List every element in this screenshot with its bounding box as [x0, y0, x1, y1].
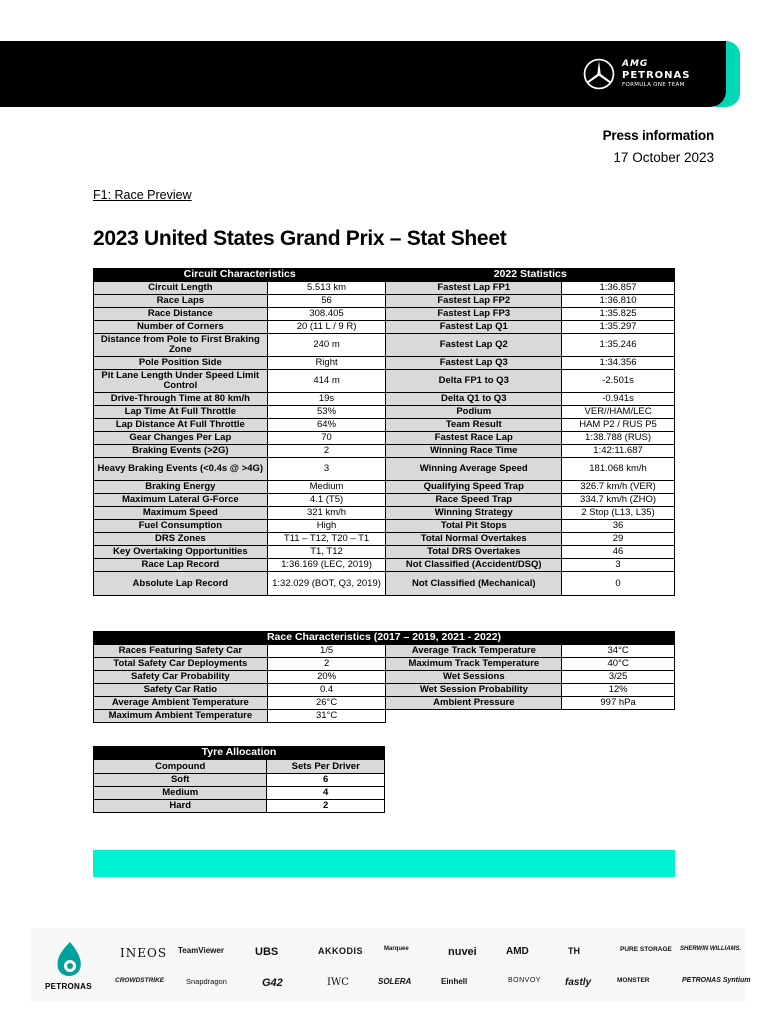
- statistic-value: -2.501s: [562, 370, 675, 393]
- race-stat-value: 31°C: [267, 710, 386, 723]
- sponsor-logo: INEOS: [120, 946, 168, 960]
- circuit-stat-label: Number of Corners: [94, 321, 268, 334]
- circuit-stat-value: 414 m: [267, 370, 386, 393]
- tyre-compound: Medium: [94, 787, 267, 800]
- table-row: [94, 406, 675, 419]
- sponsor-logo: SHERWIN WILLIAMS.: [680, 946, 742, 952]
- circuit-stat-value: 20 (11 L / 9 R): [267, 321, 386, 334]
- tyre-compound: Soft: [94, 774, 267, 787]
- statistic-label: Winning Average Speed: [386, 458, 562, 481]
- statistic-label: Fastest Lap FP3: [386, 308, 562, 321]
- teal-divider-bar: [93, 850, 675, 877]
- statistic-label: Race Speed Trap: [386, 494, 562, 507]
- circuit-stat-label: Drive-Through Time at 80 km/h: [94, 393, 268, 406]
- statistic-value: 36: [562, 520, 675, 533]
- race-stat-value: 34°C: [562, 645, 675, 658]
- statistic-label: Not Classified (Mechanical): [386, 572, 562, 596]
- statistic-value: 1:35.246: [562, 334, 675, 357]
- table-row: [94, 419, 675, 432]
- circuit-stat-label: Pit Lane Length Under Speed Limit Control: [94, 370, 268, 393]
- sponsor-logo: UBS: [255, 946, 279, 958]
- circuit-stat-label: Key Overtaking Opportunities: [94, 546, 268, 559]
- table-row: [94, 308, 675, 321]
- table-row: [94, 546, 675, 559]
- circuit-stat-value: High: [267, 520, 386, 533]
- table-row: [94, 334, 675, 357]
- statistic-label: Winning Strategy: [386, 507, 562, 520]
- race-stat-label: Average Track Temperature: [386, 645, 562, 658]
- race-characteristics-header: Race Characteristics (2017 – 2019, 2021 - 2022): [94, 632, 675, 645]
- circuit-stat-label: Braking Events (>2G): [94, 445, 268, 458]
- sponsor-logo: TeamViewer: [178, 946, 224, 955]
- statistic-value: VER//HAM/LEC: [562, 406, 675, 419]
- team-logo: [582, 56, 702, 92]
- circuit-stat-label: Fuel Consumption: [94, 520, 268, 533]
- table-row: [94, 445, 675, 458]
- circuit-stat-label: Distance from Pole to First Braking Zone: [94, 334, 268, 357]
- table-row: [94, 282, 675, 295]
- table-row: [94, 393, 675, 406]
- statistic-value: 1:42:11.687: [562, 445, 675, 458]
- race-stat-label: Total Safety Car Deployments: [94, 658, 268, 671]
- circuit-stat-value: 64%: [267, 419, 386, 432]
- circuit-characteristics-header: Circuit Characteristics: [94, 269, 386, 282]
- empty-cell: [386, 710, 675, 723]
- circuit-stat-label: Heavy Braking Events (<0.4s @ >4G): [94, 458, 268, 481]
- table-row: [94, 559, 675, 572]
- statistic-value: 1:34.356: [562, 357, 675, 370]
- statistic-label: Delta Q1 to Q3: [386, 393, 562, 406]
- sponsor-logo: fastly: [565, 977, 592, 988]
- race-stat-label: Wet Session Probability: [386, 684, 562, 697]
- circuit-stat-value: 3: [267, 458, 386, 481]
- release-date: 17 October 2023: [613, 150, 714, 165]
- table-row: [94, 494, 675, 507]
- circuit-stat-value: 4.1 (T5): [267, 494, 386, 507]
- statistic-label: Total Normal Overtakes: [386, 533, 562, 546]
- circuit-stat-label: Race Lap Record: [94, 559, 268, 572]
- table-row: [94, 481, 675, 494]
- race-stat-label: Maximum Track Temperature: [386, 658, 562, 671]
- sponsor-logo: AMD: [506, 946, 529, 957]
- sponsor-logo: AKKODIS: [318, 946, 364, 956]
- circuit-stat-label: Circuit Length: [94, 282, 268, 295]
- table-row: [94, 533, 675, 546]
- table-row: [94, 774, 385, 787]
- circuit-stat-value: 1:32.029 (BOT, Q3, 2019): [267, 572, 386, 596]
- statistic-label: Podium: [386, 406, 562, 419]
- statistic-value: 1:35.297: [562, 321, 675, 334]
- tyre-sets: 2: [267, 800, 385, 813]
- statistic-value: 2 Stop (L13, L35): [562, 507, 675, 520]
- table-row: [94, 800, 385, 813]
- circuit-stat-label: Lap Time At Full Throttle: [94, 406, 268, 419]
- race-stat-label: Average Ambient Temperature: [94, 697, 268, 710]
- race-stat-label: Races Featuring Safety Car: [94, 645, 268, 658]
- statistic-label: Team Result: [386, 419, 562, 432]
- table-row: [94, 658, 675, 671]
- circuit-stat-value: 70: [267, 432, 386, 445]
- circuit-stat-value: Right: [267, 357, 386, 370]
- table-row: [94, 432, 675, 445]
- circuit-stat-value: Medium: [267, 481, 386, 494]
- circuit-stat-value: 19s: [267, 393, 386, 406]
- compound-column-header: Compound: [94, 760, 267, 774]
- table-row: [94, 370, 675, 393]
- statistic-label: Winning Race Time: [386, 445, 562, 458]
- tyre-allocation-table: [93, 746, 385, 813]
- sponsor-logo: nuvei: [448, 946, 477, 958]
- statistic-label: Delta FP1 to Q3: [386, 370, 562, 393]
- statistic-value: 1:36.810: [562, 295, 675, 308]
- table-row: [94, 321, 675, 334]
- circuit-stat-value: 53%: [267, 406, 386, 419]
- table-row: [94, 458, 675, 481]
- circuit-stat-label: Maximum Lateral G-Force: [94, 494, 268, 507]
- logo-amg-text: AMG: [622, 58, 649, 69]
- circuit-stat-label: Pole Position Side: [94, 357, 268, 370]
- table-row: [94, 684, 675, 697]
- table-row: [94, 572, 675, 596]
- sponsor-logo: PURE STORAGE: [620, 946, 672, 953]
- mercedes-star-icon: [582, 57, 616, 91]
- sponsor-logo: Marquee: [384, 946, 409, 952]
- sponsor-logo: PETRONAS Syntium: [682, 977, 751, 984]
- statistic-value: 181.068 km/h: [562, 458, 675, 481]
- sets-column-header: Sets Per Driver: [267, 760, 385, 774]
- statistic-label: Not Classified (Accident/DSQ): [386, 559, 562, 572]
- petronas-logo-icon: [50, 940, 90, 980]
- table-row: [94, 357, 675, 370]
- statistic-value: 0: [562, 572, 675, 596]
- table-row: [94, 520, 675, 533]
- race-stat-value: 40°C: [562, 658, 675, 671]
- race-stat-label: Ambient Pressure: [386, 697, 562, 710]
- circuit-stat-label: Lap Distance At Full Throttle: [94, 419, 268, 432]
- sponsor-logo: SOLERA: [378, 977, 412, 986]
- circuit-stat-label: Braking Energy: [94, 481, 268, 494]
- circuit-stat-value: 321 km/h: [267, 507, 386, 520]
- statistic-label: Fastest Lap FP2: [386, 295, 562, 308]
- petronas-wordmark: PETRONAS: [45, 982, 92, 991]
- circuit-stat-value: 1:36.169 (LEC, 2019): [267, 559, 386, 572]
- table-row: [94, 507, 675, 520]
- logo-team-text: FORMULA ONE TEAM: [622, 81, 685, 88]
- statistic-value: 3: [562, 559, 675, 572]
- statistic-value: 1:35.825: [562, 308, 675, 321]
- statistic-value: 1:38.788 (RUS): [562, 432, 675, 445]
- race-stat-label: Wet Sessions: [386, 671, 562, 684]
- statistic-value: -0.941s: [562, 393, 675, 406]
- race-stat-value: 3/25: [562, 671, 675, 684]
- press-label: Press information: [602, 128, 714, 143]
- tyre-allocation-header: Tyre Allocation: [94, 747, 385, 760]
- tyre-sets: 4: [267, 787, 385, 800]
- sponsor-logo: MONSTER: [617, 977, 650, 984]
- statistic-value: 46: [562, 546, 675, 559]
- table-row: [94, 645, 675, 658]
- race-stat-value: 20%: [267, 671, 386, 684]
- circuit-stat-label: Absolute Lap Record: [94, 572, 268, 596]
- race-stat-value: 2: [267, 658, 386, 671]
- statistics-2022-header: 2022 Statistics: [386, 269, 675, 282]
- race-stat-label: Maximum Ambient Temperature: [94, 710, 268, 723]
- circuit-stat-label: Maximum Speed: [94, 507, 268, 520]
- race-stat-value: 997 hPa: [562, 697, 675, 710]
- table-row: [94, 710, 675, 723]
- circuit-stat-value: 308.405: [267, 308, 386, 321]
- statistic-label: Fastest Lap Q3: [386, 357, 562, 370]
- circuit-stat-label: Race Distance: [94, 308, 268, 321]
- table-row: [94, 295, 675, 308]
- circuit-stat-value: T11 – T12, T20 – T1: [267, 533, 386, 546]
- sponsor-logo: G42: [262, 977, 283, 989]
- statistic-value: 1:36.857: [562, 282, 675, 295]
- page-title: 2023 United States Grand Prix – Stat Sheet: [93, 227, 507, 250]
- table-row: [94, 787, 385, 800]
- statistic-label: Total DRS Overtakes: [386, 546, 562, 559]
- statistic-value: 326.7 km/h (VER): [562, 481, 675, 494]
- circuit-stat-value: 240 m: [267, 334, 386, 357]
- statistic-value: 29: [562, 533, 675, 546]
- circuit-stat-value: 2: [267, 445, 386, 458]
- circuit-stat-label: DRS Zones: [94, 533, 268, 546]
- race-stat-value: 1/5: [267, 645, 386, 658]
- preview-link[interactable]: F1: Race Preview: [93, 188, 192, 202]
- circuit-stat-label: Race Laps: [94, 295, 268, 308]
- circuit-stat-value: 5.513 km: [267, 282, 386, 295]
- circuit-stat-label: Gear Changes Per Lap: [94, 432, 268, 445]
- tyre-sets: 6: [267, 774, 385, 787]
- race-stat-value: 12%: [562, 684, 675, 697]
- race-stat-label: Safety Car Probability: [94, 671, 268, 684]
- logo-petronas-text: PETRONAS: [622, 69, 691, 81]
- statistic-label: Fastest Lap Q1: [386, 321, 562, 334]
- race-characteristics-table: [93, 631, 675, 723]
- statistic-value: 334.7 km/h (ZHO): [562, 494, 675, 507]
- statistic-label: Qualifying Speed Trap: [386, 481, 562, 494]
- statistic-label: Fastest Lap FP1: [386, 282, 562, 295]
- sponsor-logo: TH: [568, 946, 580, 956]
- table-row: [94, 697, 675, 710]
- sponsor-logo: BONVOY: [508, 977, 541, 984]
- circuit-stat-value: 56: [267, 295, 386, 308]
- sponsor-logo: CROWDSTRIKE: [115, 977, 165, 984]
- stats-table: [93, 268, 675, 596]
- race-stat-label: Safety Car Ratio: [94, 684, 268, 697]
- race-stat-value: 0.4: [267, 684, 386, 697]
- race-stat-value: 26°C: [267, 697, 386, 710]
- sponsor-logo: Snapdragon: [186, 977, 227, 986]
- tyre-compound: Hard: [94, 800, 267, 813]
- statistic-label: Fastest Race Lap: [386, 432, 562, 445]
- statistic-value: HAM P2 / RUS P5: [562, 419, 675, 432]
- sponsor-strip: [30, 928, 746, 1002]
- statistic-label: Total Pit Stops: [386, 520, 562, 533]
- sponsor-logo: Einhell: [441, 977, 468, 986]
- statistic-label: Fastest Lap Q2: [386, 334, 562, 357]
- table-row: [94, 671, 675, 684]
- sponsor-logo: IWC: [327, 977, 349, 988]
- circuit-stat-value: T1, T12: [267, 546, 386, 559]
